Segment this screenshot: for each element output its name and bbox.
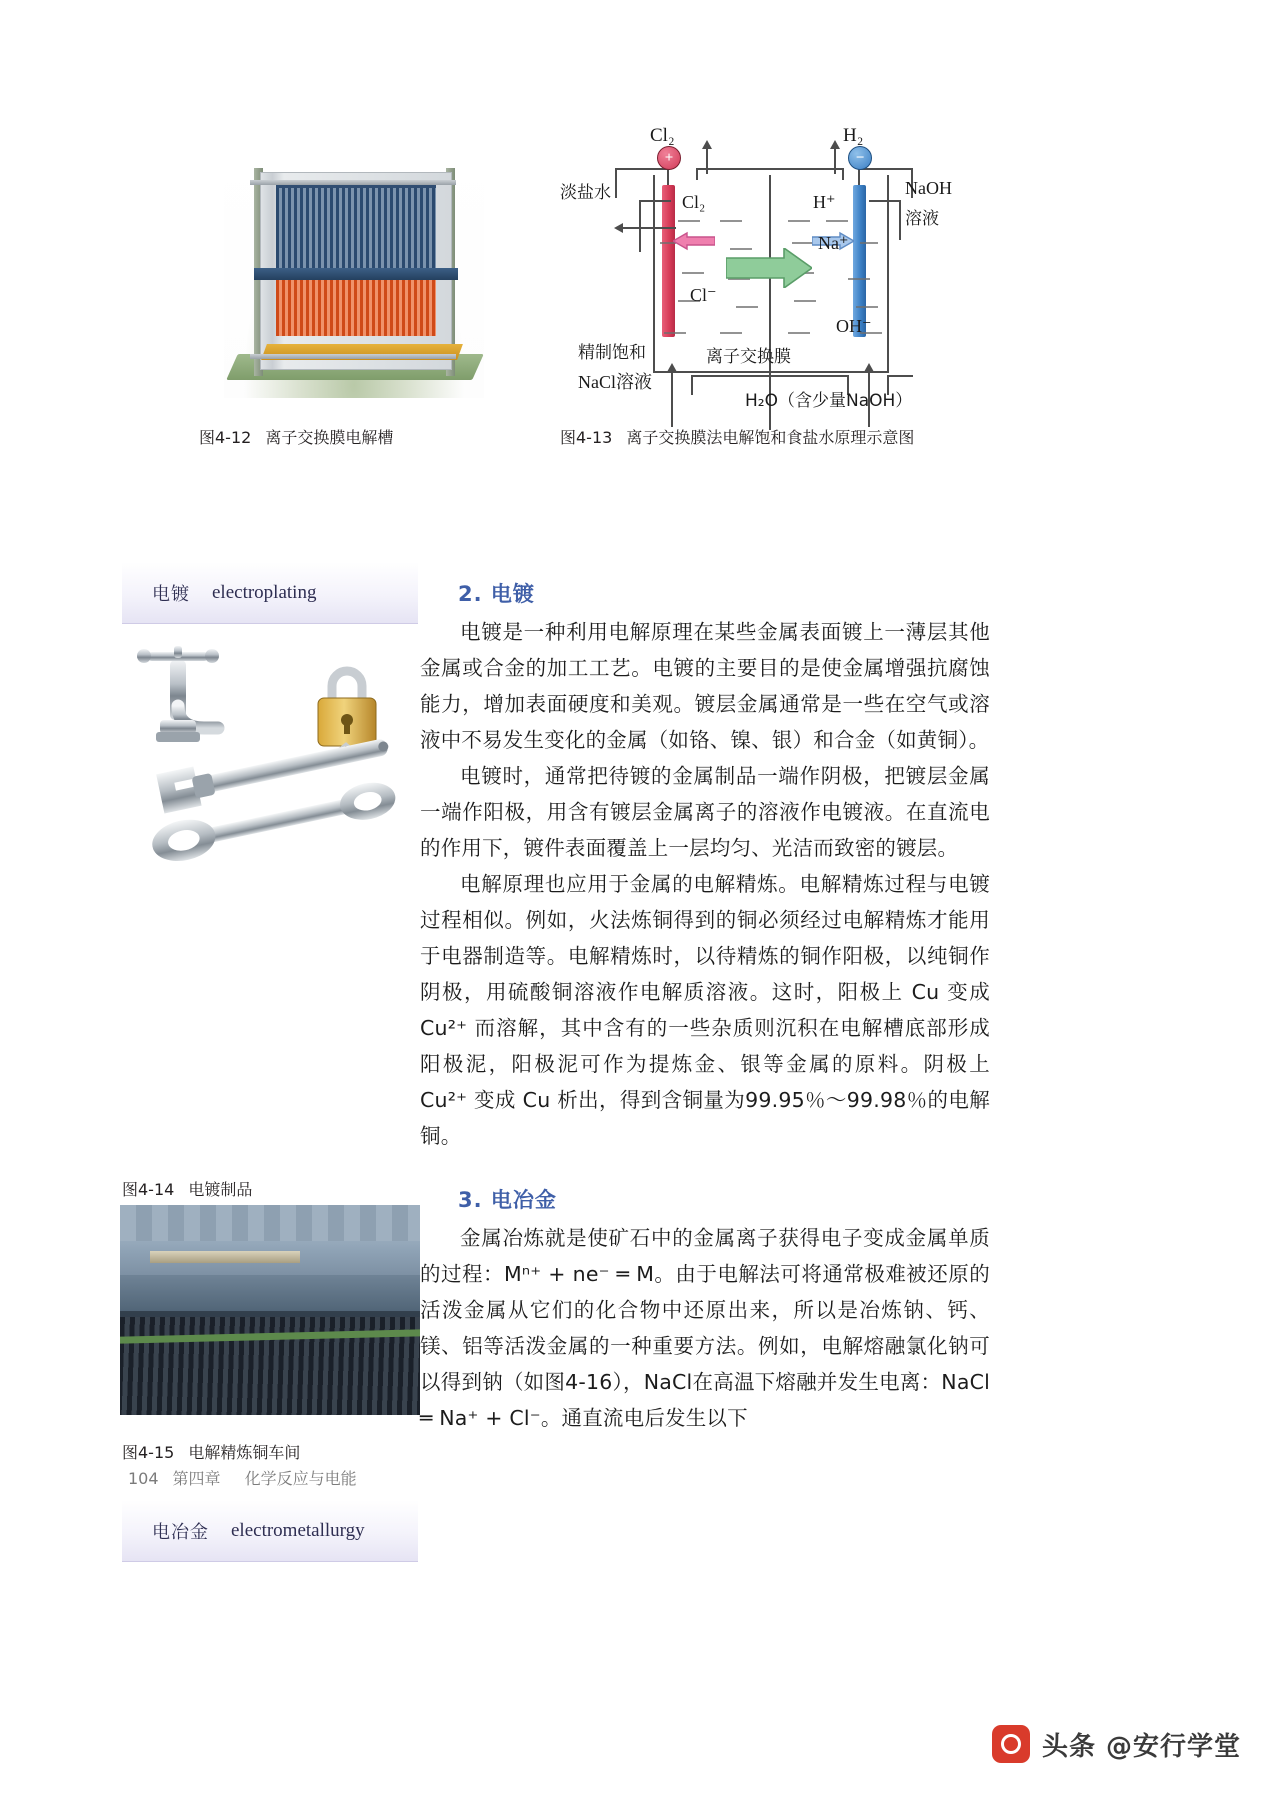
vocab-box-electroplating (122, 562, 418, 624)
solution-dash (788, 220, 810, 222)
solution-dash (860, 242, 878, 244)
arrow-water-inlet (864, 363, 874, 372)
figure-4-13-caption-number: 图4-13 (560, 428, 613, 447)
label-ion-exchange-membrane: 离子交换膜 (706, 347, 791, 367)
top-figure-row (0, 120, 1287, 460)
water-in-callout-h (887, 375, 913, 377)
footer-chapter: 第四章 (172, 1469, 221, 1488)
arrow-cl-minus-migration (673, 230, 715, 252)
figure-4-12-caption-text: 离子交换膜电解槽 (265, 428, 394, 447)
figure-4-15-caption (122, 1440, 300, 1463)
solution-dash (788, 332, 810, 334)
overhead-crane (150, 1251, 300, 1263)
membrane-callout-h (691, 375, 849, 377)
solution-dash (856, 306, 878, 308)
figure-4-15-caption-text: 电解精炼铜车间 (188, 1443, 301, 1462)
label-na-plus: Na⁺ (818, 233, 849, 253)
cell-plate-stack-upper (276, 182, 436, 280)
label-h-plus: H⁺ (813, 192, 836, 212)
solution-dash (682, 272, 704, 274)
paragraph: 电解原理也应用于金属的电解精炼。电解精炼过程与电镀过程相似。例如，火法炼铜得到的铜必须经过电解精炼才能用于电器制造等。电解精炼时，以待精炼的铜作阳极，以纯铜作阴极，用硫酸铜溶液作电解质溶液。这时，阳极上 Cu 变成 Cu²⁺ 而溶解，其中含有的一些杂质则沉积在电解槽底部形成阳极泥，阳极泥可作为提炼金、银等金属的原料。阴极上 Cu²⁺ 变成 Cu 析出，得到含铜量为99.95％～99.98％的电解铜。 (420, 872, 990, 1148)
solution-dash (664, 332, 686, 334)
cell-cross-beam (254, 268, 458, 280)
figure-4-12-photo (224, 148, 484, 398)
label-brine-inlet-line1: 精制饱和 (578, 343, 646, 363)
anode-electrode (662, 185, 675, 337)
page-number: 104 (128, 1469, 159, 1488)
watermark-text: 头条 @安行学堂 (1041, 1731, 1241, 1762)
label-naoh-line1: NaOH (905, 178, 952, 198)
brine-out-pipe-v (639, 200, 641, 252)
faucet-image (130, 646, 248, 748)
solution-dash (720, 332, 742, 334)
body-text-column (420, 578, 990, 1436)
solution-dash (736, 306, 758, 308)
vocab-term-en: electrometallurgy (231, 1519, 365, 1541)
section-heading-electrometallurgy: 3. 电冶金 (458, 1188, 557, 1212)
solution-dash (826, 220, 848, 222)
arrow-brine-inlet (667, 363, 677, 372)
figure-4-14-caption-number: 图4-14 (122, 1180, 175, 1199)
arrow-h2-escape-shaft (834, 148, 836, 174)
label-cl2-top: Cl₂ (650, 125, 675, 146)
solution-dash (678, 220, 700, 222)
brine-in-pipe (671, 371, 673, 427)
figure-4-14-caption-text: 电镀制品 (188, 1180, 253, 1199)
label-cl2-inner: Cl₂ (682, 192, 706, 212)
section-heading-electroplating: 2. 电镀 (458, 582, 535, 606)
wire-anode-vertical (615, 168, 617, 198)
solution-dash (720, 220, 742, 222)
figure-4-13-caption (560, 425, 914, 448)
factory-wall (120, 1275, 420, 1315)
figure-4-15-caption-number: 图4-15 (122, 1443, 175, 1462)
arrow-cl2-escape-shaft (706, 148, 708, 174)
vocab-box-electrometallurgy (122, 1500, 418, 1562)
cathode-electrode (853, 185, 866, 337)
cell-tie-rod-bottom (250, 354, 456, 359)
vocab-term-en: electroplating (212, 581, 317, 603)
figure-4-12-caption (199, 425, 393, 448)
figure-4-13-caption-text: 离子交换膜法电解饱和食盐水原理示意图 (626, 428, 915, 447)
label-h2-top: H₂ (843, 125, 864, 146)
brine-out-arrow-shaft (622, 227, 676, 229)
brine-out-pipe-h (639, 200, 671, 202)
wire-gas-outlet-right-h (770, 168, 842, 170)
paragraph: 电镀时，通常把待镀的金属制品一端作阴极，把镀层金属一端作阳极，用含有镀层金属离子的溶液作电镀液。在直流电的作用下，镀件表面覆盖上一层均匀、光洁而致密的镀层。 (420, 764, 990, 860)
label-cl-minus: Cl⁻ (690, 285, 717, 305)
section-spacer (420, 1154, 990, 1184)
watermark (992, 1725, 1241, 1763)
figure-4-14-photo (120, 638, 420, 883)
toutiao-logo-icon (992, 1725, 1030, 1763)
label-brine-inlet-line2: NaCl溶液 (578, 372, 652, 392)
anode-terminal-node (657, 146, 681, 170)
vocab-term-cn: 电冶金 (152, 1521, 209, 1543)
figure-4-15-photo (120, 1205, 420, 1415)
anode-plus-sign: + (664, 149, 674, 166)
label-water-inlet: H₂O（含少量NaOH） (745, 391, 913, 411)
cell-tie-rod-top (250, 180, 456, 185)
arrow-dilute-brine-out (614, 223, 623, 233)
vocab-term-cn: 电镀 (152, 583, 190, 605)
cell-plate-stack-lower (276, 280, 436, 336)
cathode-terminal-node (848, 146, 872, 170)
label-naoh-line2: 溶液 (905, 209, 939, 229)
label-dilute-brine: 淡盐水 (560, 183, 611, 203)
solution-dash (794, 300, 816, 302)
solution-dash (792, 242, 814, 244)
membrane-callout-left-v (691, 375, 693, 395)
naoh-out-pipe-h (869, 200, 901, 202)
factory-roof-beams (120, 1205, 420, 1241)
paragraph: 金属冶炼就是使矿石中的金属离子获得电子变成金属单质的过程：Mⁿ⁺ + ne⁻ ═ M。由于电解法可将通常极难被还原的活泼金属从它们的化合物中还原出来，所以是冶炼钠、钙、镁、铝等活泼金属的一种重要方法。例如，电解熔融氯化钠可以得到钠（如图4-16），NaCl在高温下熔融并发生电离：NaCl ═ Na⁺ + Cl⁻。通直流电后发生以下 (420, 1226, 990, 1430)
solution-dash (848, 278, 870, 280)
footer-chapter-title: 化学反应与电能 (244, 1469, 357, 1488)
paragraph: 电镀是一种利用电解原理在某些金属表面镀上一薄层其他金属或合金的加工工艺。电镀的主要目的是使金属增强抗腐蚀能力，增加表面硬度和美观。镀层金属通常是一些在空气或溶液中不易发生变化的金属（如铬、镍、银）和合金（如黄铜）。 (420, 620, 990, 752)
arrow-na-plus-migration (726, 248, 812, 288)
cathode-minus-sign: − (855, 149, 865, 166)
label-oh-minus: OH⁻ (836, 316, 872, 336)
naoh-out-pipe-v (899, 200, 901, 240)
figure-4-13-diagram (560, 120, 980, 430)
figure-4-14-caption (122, 1177, 252, 1200)
figure-4-12-caption-number: 图4-12 (199, 428, 252, 447)
page-footer (128, 1466, 357, 1489)
